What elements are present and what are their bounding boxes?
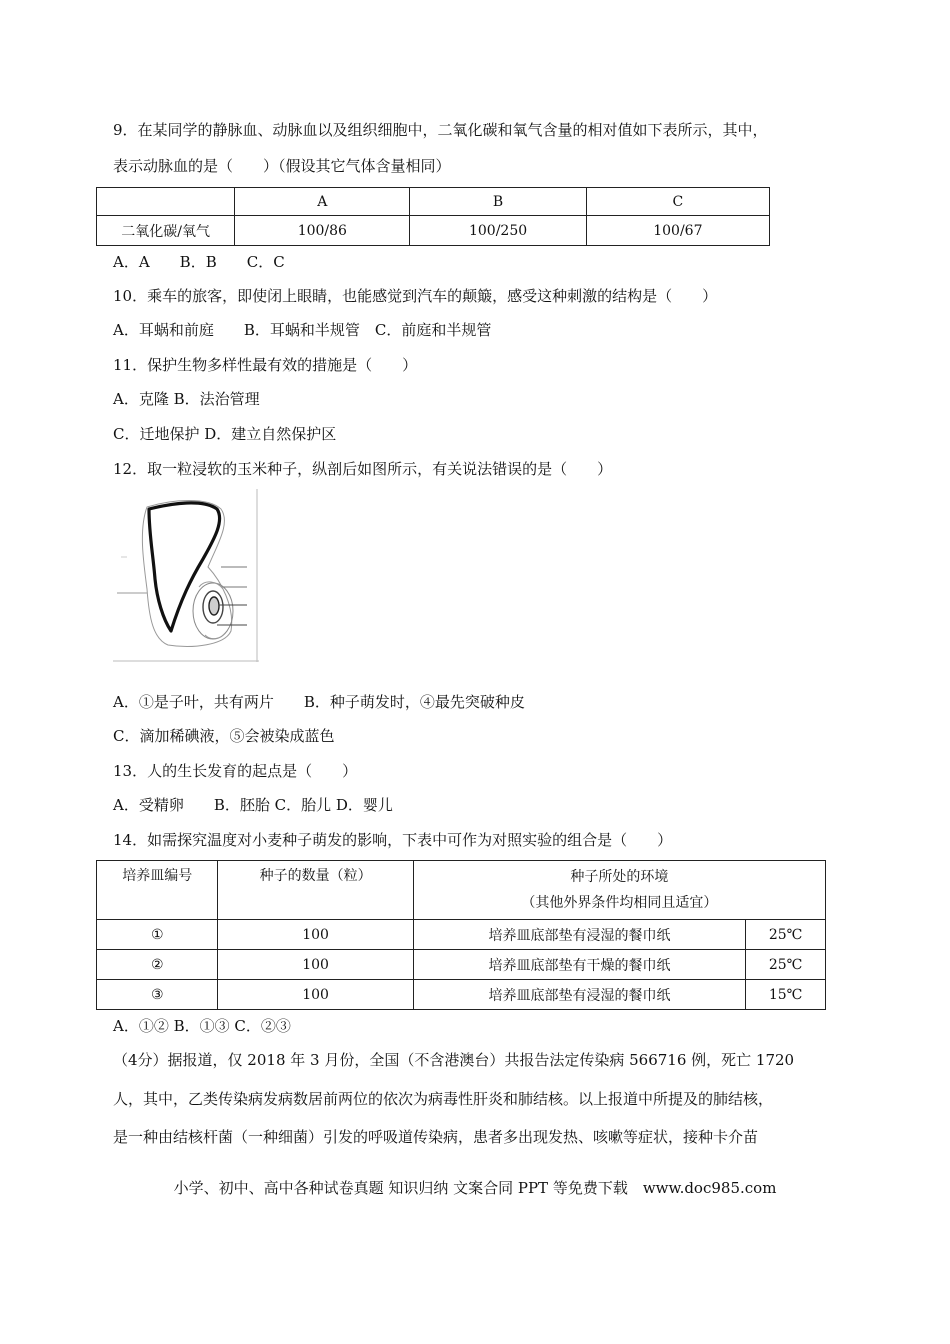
q14-header-seed-count: 种子的数量（粒） <box>218 861 413 920</box>
page-footer: 小学、初中、高中各种试卷真题 知识归纳 文案合同 PPT 等免费下载 www.doc985.com <box>173 1179 777 1197</box>
q14-row-count: 100 <box>218 950 413 980</box>
q12-options-2: C．滴加稀碘液，⑤会被染成蓝色 <box>113 727 335 745</box>
q14-row-id: ③ <box>97 980 218 1010</box>
q9-table-row-label: 二氧化碳/氧气 <box>97 216 235 246</box>
q14-row-temp: 25℃ <box>746 950 826 980</box>
passage-line2: 人，其中，乙类传染病发病数居前两位的依次为病毒性肝炎和肺结核。以上报道中所提及的肺结核， <box>113 1090 774 1108</box>
corn-seed-figure <box>113 489 259 662</box>
q14-row-env: 培养皿底部垫有干燥的餐巾纸 <box>413 950 745 980</box>
q14-row-temp: 15℃ <box>746 980 826 1010</box>
q11-options-2: C．迁地保护 D．建立自然保护区 <box>113 425 337 443</box>
q12-options-1: A．①是子叶，共有两片 B．种子萌发时，④最先突破种皮 <box>113 693 525 711</box>
q14-row-id: ① <box>97 920 218 950</box>
q9-table-header-empty <box>97 188 235 216</box>
q9-text-line2: 表示动脉血的是（ ）（假设其它气体含量相同） <box>113 157 451 175</box>
q9-table-cell-b: 100/250 <box>410 216 586 246</box>
q12-text: 12．取一粒浸软的玉米种子，纵剖后如图所示，有关说法错误的是（ ） <box>113 460 613 478</box>
q14-header-environment <box>413 861 825 920</box>
q11-options-1: A．克隆 B．法治管理 <box>113 390 260 408</box>
q14-header-dish-id: 培养皿编号 <box>97 861 218 920</box>
q9-text-line1: 9．在某同学的静脉血、动脉血以及组织细胞中，二氧化碳和氧气含量的相对值如下表所示，其中， <box>113 121 768 139</box>
q14-header-environment-line1: 种子所处的环境 <box>570 869 669 885</box>
q14-row-count: 100 <box>218 980 413 1010</box>
q14-table-row <box>97 980 826 1010</box>
q14-header-environment-line2: （其他外界条件均相同且适宜） <box>521 895 718 911</box>
q13-options: A．受精卵 B．胚胎 C．胎儿 D．婴儿 <box>113 796 393 814</box>
q9-options: A．A B．B C．C <box>113 253 285 271</box>
passage-line3: 是一种由结核杆菌（一种细菌）引发的呼吸道传染病，患者多出现发热、咳嗽等症状，接种卡介苗 <box>113 1128 759 1146</box>
q14-row-env: 培养皿底部垫有浸湿的餐巾纸 <box>413 920 745 950</box>
q9-table-header-c: C <box>586 188 769 216</box>
q10-options: A．耳蜗和前庭 B．耳蜗和半规管 C．前庭和半规管 <box>113 321 492 339</box>
q9-table <box>96 187 770 246</box>
q14-table-row <box>97 950 826 980</box>
passage-line1: （4分）据报道，仅 2018 年 3 月份，全国（不含港澳台）共报告法定传染病 566716 例，死亡 1720 <box>113 1051 795 1069</box>
q9-table-cell-c: 100/67 <box>586 216 769 246</box>
q14-table <box>96 860 826 1010</box>
q14-row-id: ② <box>97 950 218 980</box>
q11-text: 11．保护生物多样性最有效的措施是（ ） <box>113 356 418 374</box>
q14-text: 14．如需探究温度对小麦种子萌发的影响，下表中可作为对照实验的组合是（ ） <box>113 831 673 849</box>
q9-table-header-b: B <box>410 188 586 216</box>
q14-table-row <box>97 920 826 950</box>
q14-row-temp: 25℃ <box>746 920 826 950</box>
q10-text: 10．乘车的旅客，即使闭上眼睛，也能感觉到汽车的颠簸，感受这种刺激的结构是（ ） <box>113 287 718 305</box>
q14-row-env: 培养皿底部垫有浸湿的餐巾纸 <box>413 980 745 1010</box>
q9-table-header-a: A <box>235 188 410 216</box>
q9-table-cell-a: 100/86 <box>235 216 410 246</box>
q14-options: A．①② B．①③ C．②③ <box>113 1017 291 1035</box>
q13-text: 13．人的生长发育的起点是（ ） <box>113 762 358 780</box>
q14-row-count: 100 <box>218 920 413 950</box>
